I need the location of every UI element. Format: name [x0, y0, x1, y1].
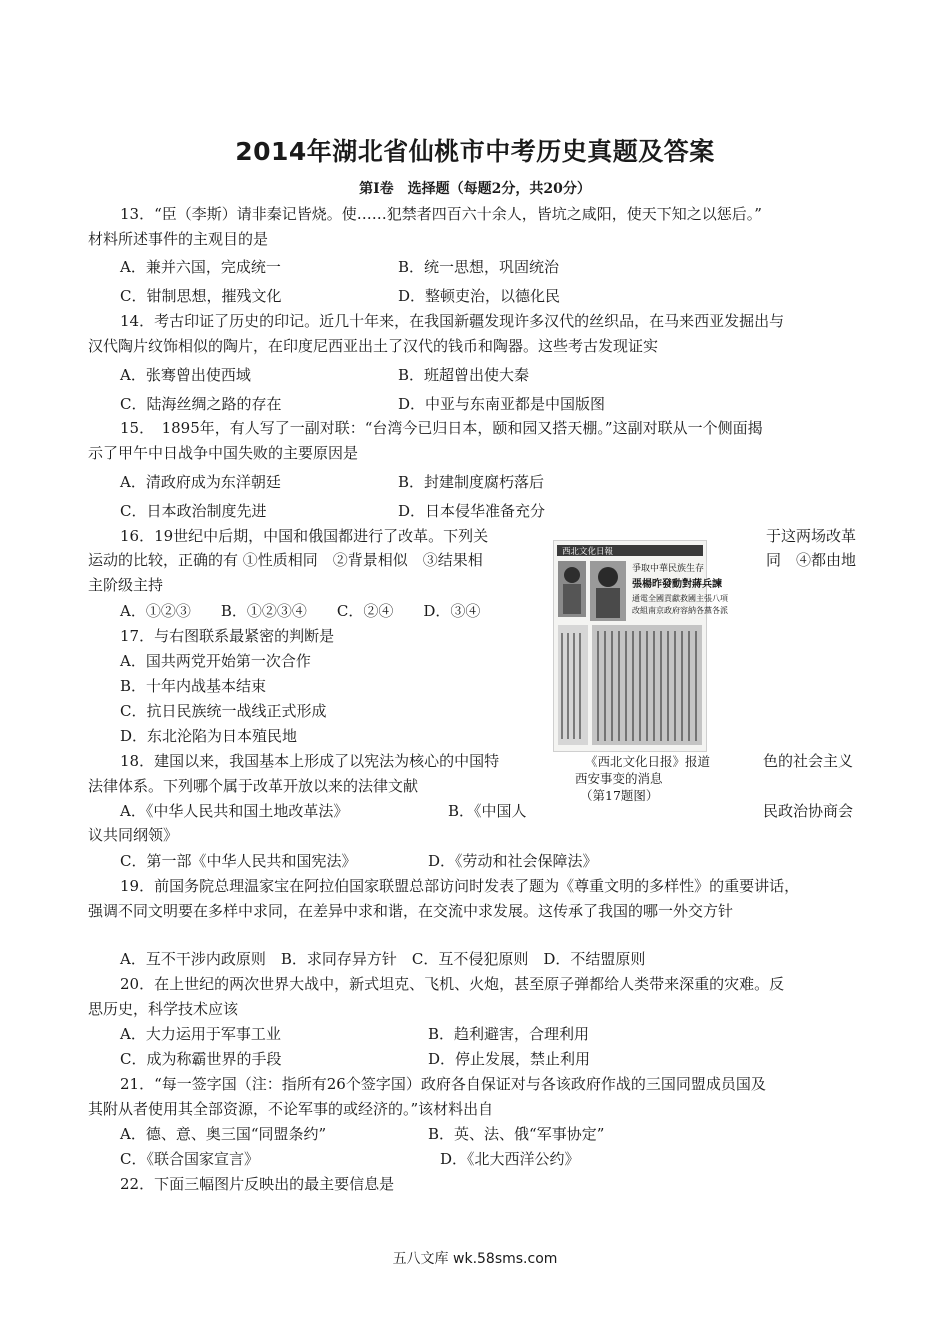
question-17-option-b: B．十年内战基本结束: [120, 677, 267, 695]
newspaper-headline-1: 爭取中華民族生存: [632, 564, 705, 574]
question-15-option-a: A．清政府成为东洋朝廷: [120, 473, 281, 491]
question-16-stem-right: 于这两场改革: [766, 527, 857, 545]
question-20-option-c: C．成为称霸世界的手段: [120, 1050, 282, 1068]
newspaper-headline-4: 改組南京政府容納各黨各派: [632, 606, 728, 615]
question-16-stem-end: 主阶级主持: [88, 576, 164, 594]
question-21-stem: 21．“每一签字国（注：指所有26个签字国）政府各自保证对与各该政府作战的三国同盟成员国及: [120, 1075, 766, 1093]
newspaper-figure: [553, 540, 728, 752]
newspaper-image: [554, 541, 728, 751]
question-20-option-a: A．大力运用于军事工业: [120, 1025, 281, 1043]
question-21-option-a: A．德、意、奥三国“同盟条约”: [120, 1125, 327, 1143]
question-20-option-b: B．趋利避害，合理利用: [428, 1025, 590, 1043]
question-21-option-c: C．《联合国家宣言》: [120, 1150, 259, 1168]
figure-caption-line1: 《西北文化日报》报道: [585, 754, 711, 769]
question-15-option-b: B．封建制度腐朽落后: [398, 473, 545, 491]
question-17-option-a: A．国共两党开始第一次合作: [120, 652, 311, 670]
question-20-stem-cont: 思历史，科学技术应该: [88, 1000, 239, 1018]
figure-caption-line2: 西安事变的消息: [575, 771, 663, 786]
question-15-stem: 15． 1895年，有人写了一副对联：“台湾今已归日本，颐和园又搭天棚。”这副对联从一个侧面揭: [120, 419, 763, 437]
question-18-option-a: A．《中华人民共和国土地改革法》: [120, 802, 349, 820]
question-16-stem-cont-right: 同 ④都由地: [766, 551, 857, 569]
question-18-stem-right: 色的社会主义: [763, 752, 854, 770]
newspaper-headline-2: 張楊昨發動對蔣兵諫: [632, 579, 722, 590]
question-14-option-c: C．陆海丝绸之路的存在: [120, 395, 282, 413]
question-15-option-d: D．日本侵华准备充分: [398, 502, 546, 520]
footer-watermark: 五八文库 wk.58sms.com: [392, 1251, 558, 1267]
question-13-stem-cont: 材料所述事件的主观目的是: [88, 230, 269, 248]
question-15-stem-cont: 示了甲午中日战争中国失败的主要原因是: [88, 444, 359, 462]
question-22-stem: 22．下面三幅图片反映出的最主要信息是: [120, 1175, 395, 1193]
question-19-stem-cont: 强调不同文明要在多样中求同，在差异中求和谐，在交流中求发展。这传承了我国的哪一外交方针: [88, 902, 734, 920]
section-heading: 第Ⅰ卷 选择题（每题2分，共20分）: [359, 181, 591, 197]
question-14-option-a: A．张骞曾出使西域: [120, 366, 251, 384]
question-19-options: A．互不干涉内政原则 B．求同存异方针 C．互不侵犯原则 D．不结盟原则: [120, 950, 646, 968]
page-title: 2014年湖北省仙桃市中考历史真题及答案: [235, 137, 715, 166]
question-21-option-b: B．英、法、俄“军事协定”: [428, 1125, 605, 1143]
question-17-option-d: D．东北沦陷为日本殖民地: [120, 727, 298, 745]
question-20-option-d: D．停止发展，禁止利用: [428, 1050, 591, 1068]
question-18-option-b: B．《中国人: [448, 802, 527, 820]
question-16-options: A．①②③ B．①②③④ C．②④ D．③④: [120, 602, 481, 620]
question-13-option-b: B．统一思想，巩固统治: [398, 258, 560, 276]
newspaper-headline-3: 通電全國貢獻救國主張八項: [632, 594, 728, 603]
question-14-stem-cont: 汉代陶片纹饰相似的陶片，在印度尼西亚出土了汉代的钱币和陶器。这些考古发现证实: [88, 337, 659, 355]
question-18-option-b-right: 民政治协商会: [763, 802, 854, 820]
question-13-option-a: A．兼并六国，完成统一: [120, 258, 281, 276]
question-17-stem: 17．与右图联系最紧密的判断是: [120, 627, 335, 645]
question-20-stem: 20．在上世纪的两次世界大战中，新式坦克、飞机、火炮，甚至原子弹都给人类带来深重的灾难。反: [120, 975, 785, 993]
question-16-stem: 16．19世纪中后期，中国和俄国都进行了改革。下列关: [120, 527, 489, 545]
question-13-option-c: C．钳制思想，摧残文化: [120, 287, 282, 305]
question-14-option-d: D．中亚与东南亚都是中国版图: [398, 395, 606, 413]
question-21-stem-cont: 其附从者使用其全部资源，不论军事的或经济的。”该材料出自: [88, 1100, 494, 1118]
question-19-stem: 19．前国务院总理温家宝在阿拉伯国家联盟总部访问时发表了题为《尊重文明的多样性》的重要讲话，: [120, 877, 800, 895]
question-17-option-c: C．抗日民族统一战线正式形成: [120, 702, 327, 720]
question-18-option-b-cont: 议共同纲领》: [88, 826, 179, 844]
question-15-option-c: C．日本政治制度先进: [120, 502, 267, 520]
question-14-stem: 14．考古印证了历史的印记。近几十年来，在我国新疆发现许多汉代的丝织品，在马来西亚发掘出与: [120, 312, 785, 330]
question-18-option-d: D．《劳动和社会保障法》: [428, 852, 598, 870]
question-21-option-d: D．《北大西洋公约》: [440, 1150, 580, 1168]
question-13-option-d: D．整顿吏治，以德化民: [398, 287, 561, 305]
newspaper-masthead: 西北文化日報: [562, 547, 614, 557]
question-16-stem-cont: 运动的比较，正确的有 ①性质相同 ②背景相似 ③结果相: [88, 551, 483, 569]
question-18-stem-cont: 法律体系。下列哪个属于改革开放以来的法律文献: [88, 777, 419, 795]
figure-caption-line3: （第17题图）: [580, 788, 659, 803]
question-14-option-b: B．班超曾出使大秦: [398, 366, 530, 384]
question-18-stem: 18．建国以来，我国基本上形成了以宪法为核心的中国特: [120, 752, 500, 770]
question-13-stem: 13．“臣（李斯）请非秦记皆烧。使……犯禁者四百六十余人，皆坑之咸阳，使天下知之以惩后。”: [120, 205, 762, 223]
question-18-option-c: C．第一部《中华人民共和国宪法》: [120, 852, 357, 870]
